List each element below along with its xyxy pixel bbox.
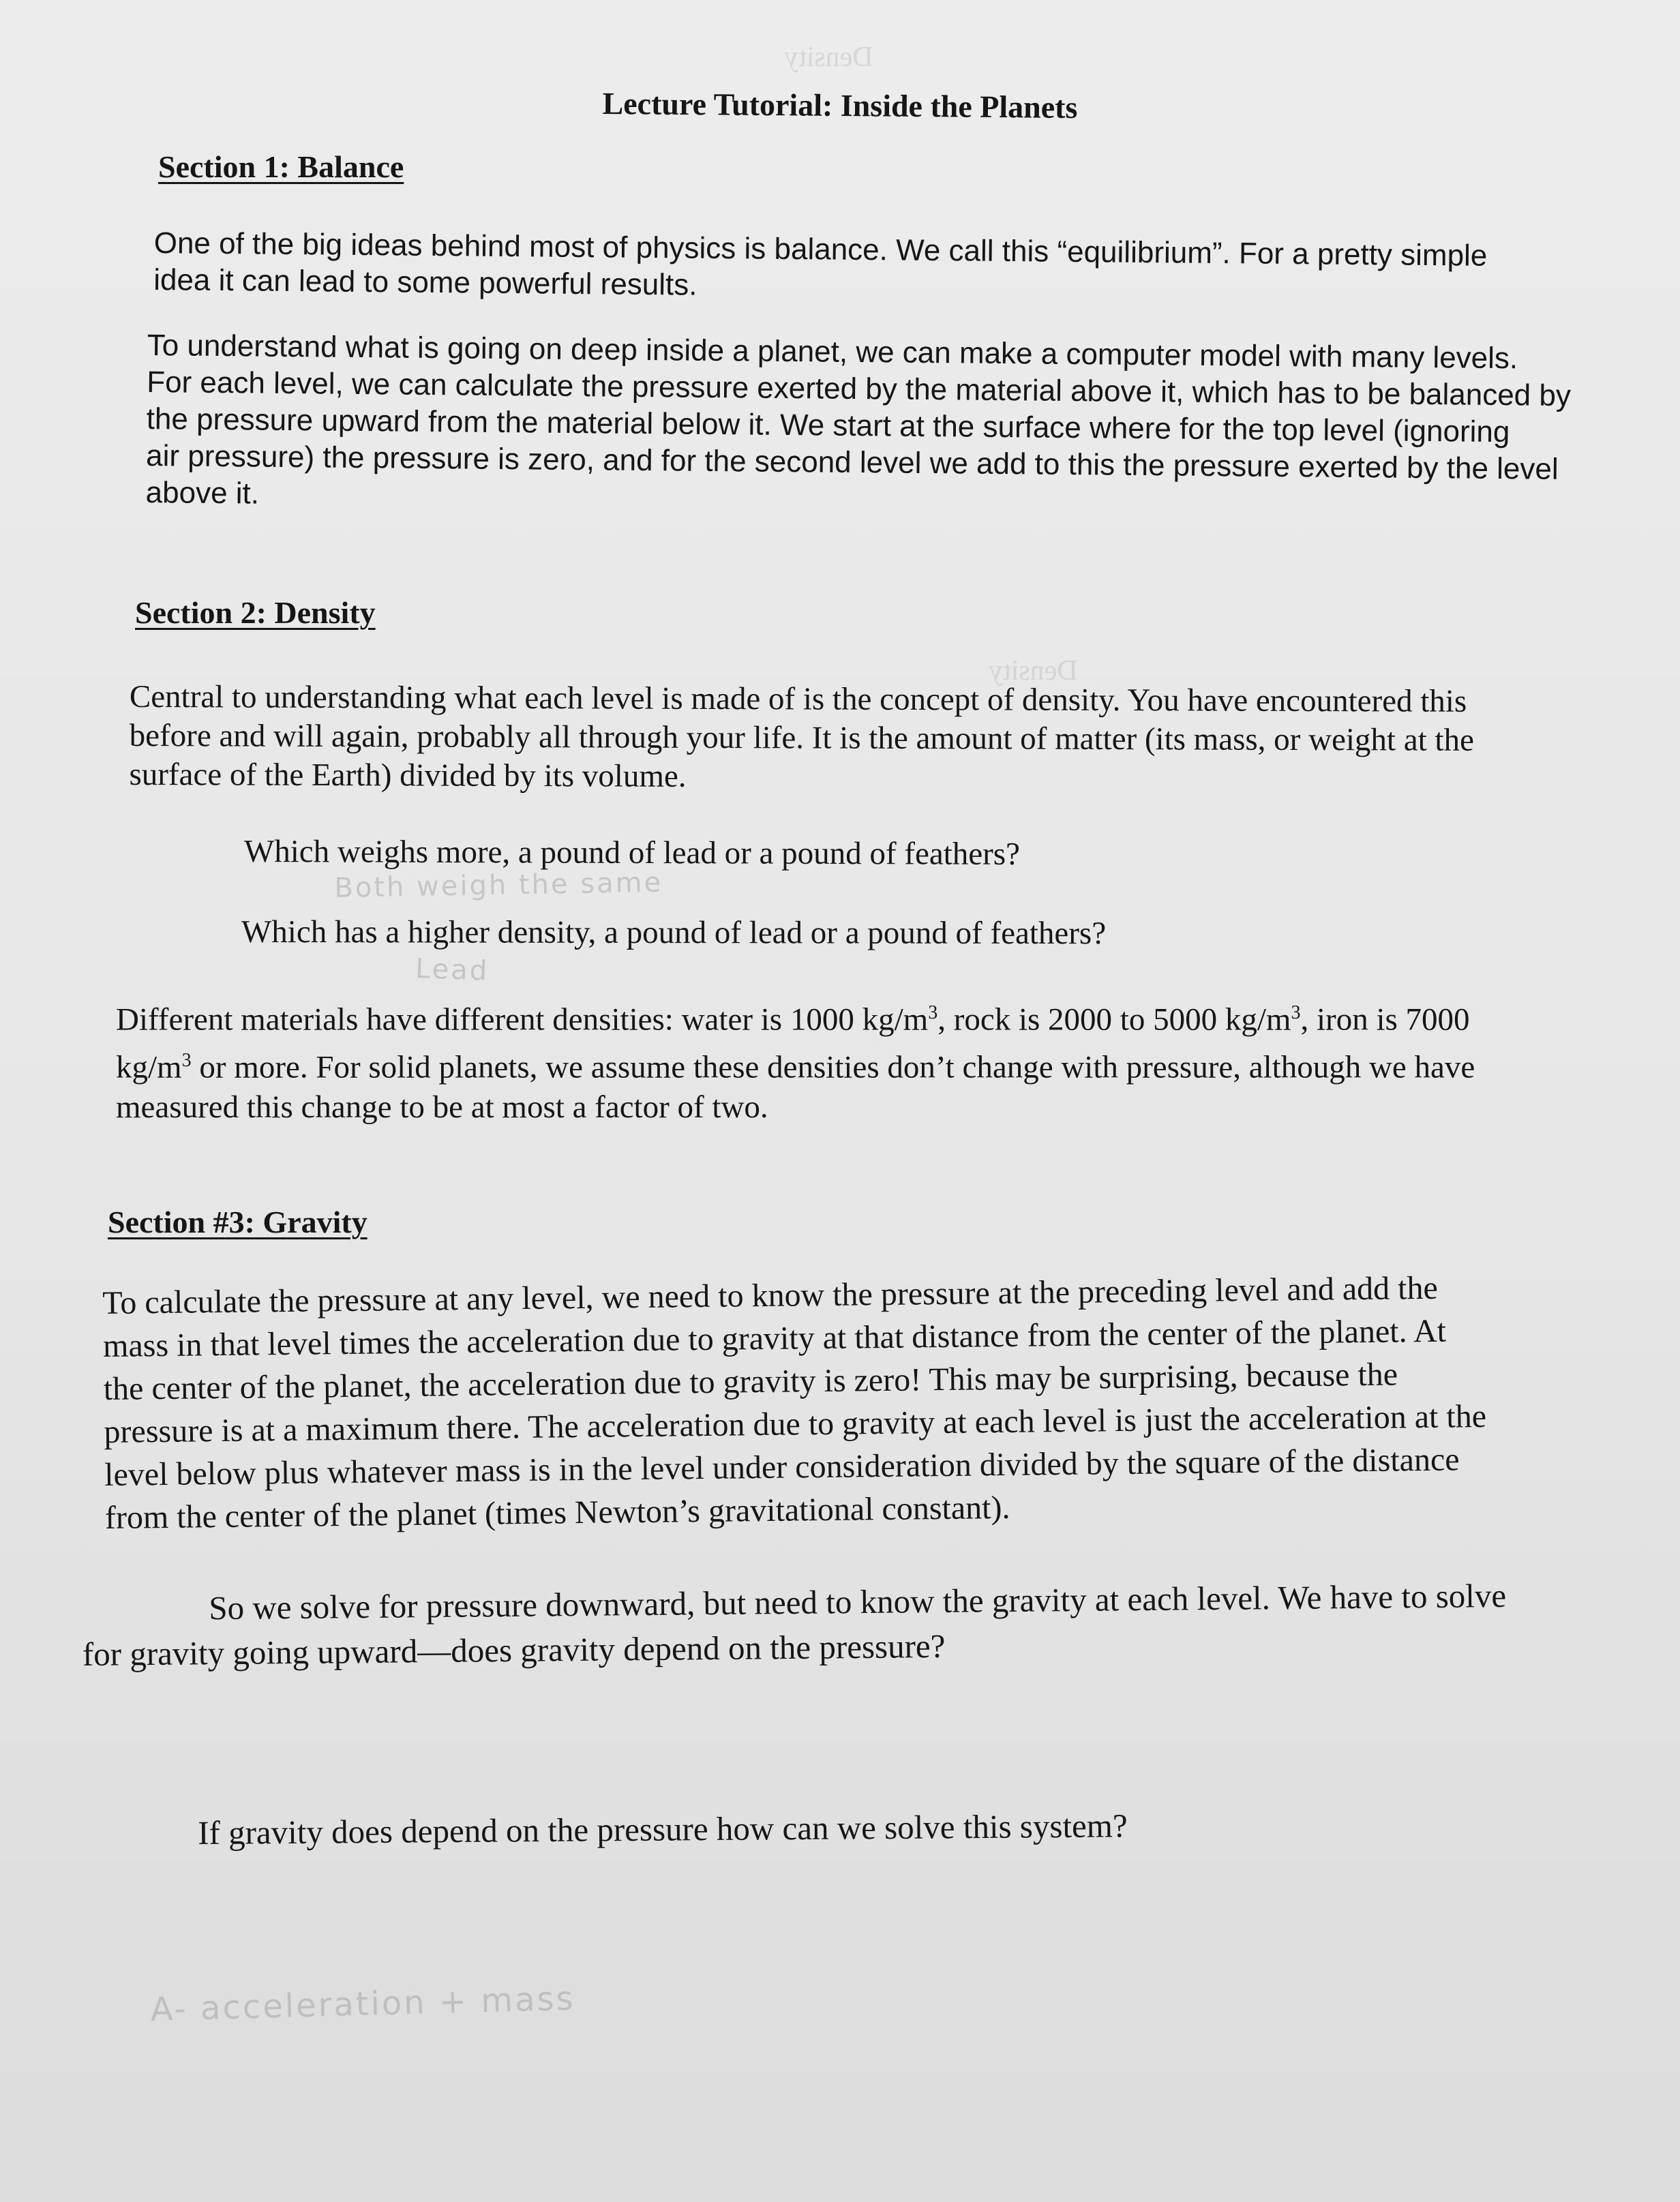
text-line: So we solve for pressure downward, but need to know the gravity at each level. We have to solve xyxy=(209,1576,1507,1627)
page-title: Lecture Tutorial: Inside the Planets xyxy=(602,85,1078,125)
section-3-heading: Section #3: Gravity xyxy=(108,1205,368,1239)
question-weighs-more: Which weighs more, a pound of lead or a pound of feathers? xyxy=(243,834,1021,872)
text-line: the pressure upward from the material below it. We start at the surface where for the top level (ignoring xyxy=(146,402,1510,449)
text-line: For each level, we can calculate the pressure exerted by the material above it, which has to be balanced by xyxy=(146,365,1572,413)
text-fragment: or more. For solid planets, we assume these densities don’t change with pressure, although we have xyxy=(191,1049,1475,1085)
text-line: before and will again, probably all through your life. It is the amount of matter (its mass, or weight at the xyxy=(129,717,1474,758)
text-line: idea it can lead to some powerful results. xyxy=(153,262,698,302)
text-line: One of the big ideas behind most of physics is balance. We call this “equilibrium”. For a pretty simple xyxy=(153,226,1488,273)
bleed-through-text: Density xyxy=(989,655,1078,687)
text-line: surface of the Earth) divided by its volume. xyxy=(129,756,687,794)
section-1-paragraph-2 xyxy=(145,327,1660,526)
text-line xyxy=(116,993,1677,1040)
section-2-paragraph-1 xyxy=(129,678,1664,800)
text-line: from the center of the planet (times Newton’s gravitational constant). xyxy=(104,1489,1010,1536)
text-line: pressure is at a maximum there. The acceleration due to gravity at each level is just the acceleration at the xyxy=(104,1398,1487,1450)
text-line: air pressure) the pressure is zero, and for the second level we add to this the pressure exerted by the level xyxy=(145,438,1559,486)
text-line: To understand what is going on deep inside a planet, we can make a computer model with many levels. xyxy=(147,328,1518,376)
bleed-through-text: Density xyxy=(784,42,873,73)
handwritten-answer-2: Lead xyxy=(415,953,490,987)
text-line: Central to understanding what each level is made of is the concept of density. You have encountered this xyxy=(129,679,1467,719)
question-solve-system: If gravity does depend on the pressure how can we solve this system? xyxy=(198,1807,1128,1852)
superscript: 3 xyxy=(181,1049,192,1071)
text-line: measured this change to be at most a factor of two. xyxy=(116,1089,768,1126)
section-3-paragraph-1 xyxy=(102,1264,1666,1539)
section-1-heading: Section 1: Balance xyxy=(158,149,404,184)
text-fragment: , iron is 7000 xyxy=(1300,1001,1470,1038)
text-line xyxy=(116,1040,1677,1088)
section-1-paragraph-1 xyxy=(153,225,1627,313)
superscript: 3 xyxy=(1291,1002,1301,1023)
text-fragment: kg/m xyxy=(116,1049,182,1085)
text-fragment: , rock is 2000 to 5000 kg/m xyxy=(937,1001,1291,1038)
handwritten-answer-1: Both weigh the same xyxy=(334,866,663,904)
text-line: level below plus whatever mass is in the level under consideration divided by the square of the distance xyxy=(104,1441,1460,1493)
text-line: above it. xyxy=(145,475,260,511)
section-2-paragraph-2 xyxy=(116,993,1677,1128)
text-line: the center of the planet, the acceleration due to gravity is zero! This may be surprising, because the xyxy=(103,1356,1398,1407)
superscript: 3 xyxy=(928,1002,938,1023)
text-line: mass in that level times the acceleration due to gravity at that distance from the center of the planet. At xyxy=(102,1312,1447,1364)
question-higher-density: Which has a higher density, a pound of lead or a pound of feathers? xyxy=(241,914,1107,952)
section-3-paragraph-2 xyxy=(82,1572,1664,1677)
text-line: for gravity going upward—does gravity depend on the pressure? xyxy=(82,1627,946,1673)
text-line: To calculate the pressure at any level, we need to know the pressure at the preceding level and add the xyxy=(102,1269,1439,1321)
handwritten-note: A- acceleration + mass xyxy=(150,1979,576,2029)
section-2-heading: Section 2: Density xyxy=(135,595,376,630)
text-fragment: Different materials have different densities: water is 1000 kg/m xyxy=(116,1001,929,1038)
